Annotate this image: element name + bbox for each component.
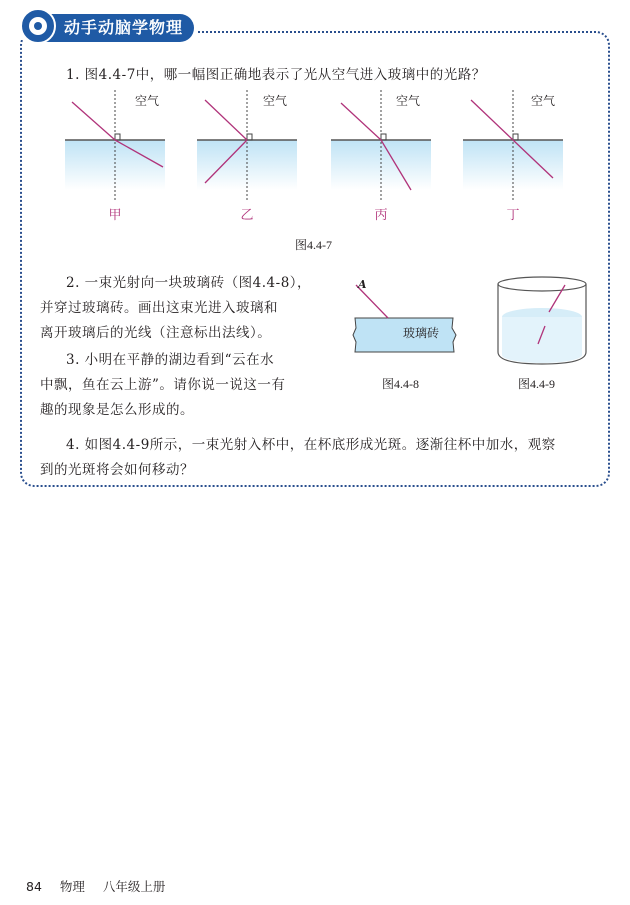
diagram-label: 丁 [506,208,520,223]
figure-caption-4-4-7: 图4.4-7 [295,238,332,252]
figure-caption-4-4-8: 图4.4-8 [382,377,419,391]
footer-subject: 物理 [59,879,85,894]
air-label: 空气 [263,94,288,108]
footer-grade: 八年级上册 [102,879,166,894]
diagram-label: 甲 [108,208,122,223]
page-footer [26,877,179,895]
question-4-line-1: 4. 如图4.4-9所示，一束光射入杯中，在杯底形成光斑。逐渐往杯中加水，观察 [66,437,556,453]
question-3-line-2: 中飘，鱼在云上游”。请你说一说这一有 [40,377,286,393]
question-2-line-2: 并穿过玻璃砖。画出这束光进入玻璃和 [40,300,278,316]
question-2-line-1: 2. 一束光射向一块玻璃砖（图4.4-8）， [66,275,312,291]
figure-4-4-9 [492,272,592,367]
beaker-icon [492,272,592,367]
question-3-line-3: 趣的现象是怎么形成的。 [40,402,194,418]
question-3-line-1: 3. 小明在平静的湖边看到“云在水 [66,352,275,368]
figure-caption-4-4-9: 图4.4-9 [518,377,555,391]
air-label: 空气 [396,94,421,108]
question-4-line-2: 到的光斑将会如何移动？ [40,462,194,478]
diagram-ding [463,90,613,230]
question-2-line-3: 离开玻璃后的光线（注意标出法线）。 [40,325,272,341]
section-header: 动手动脑学物理 [26,14,194,42]
figure-4-4-7 [60,90,600,230]
question-1: 1. 图4.4-7中，哪一幅图正确地表示了光从空气进入玻璃中的光路？ [66,67,486,83]
air-label: 空气 [135,94,160,108]
target-icon [20,8,56,44]
diagram-label: 乙 [240,208,254,223]
figure-4-4-8 [350,280,470,360]
page-number: 84 [26,879,42,894]
diagram-label: 丙 [374,208,388,223]
glass-block-icon [350,280,470,360]
point-a-label: A [358,278,367,291]
air-label: 空气 [531,94,556,108]
glass-block-label: 玻璃砖 [403,326,440,340]
